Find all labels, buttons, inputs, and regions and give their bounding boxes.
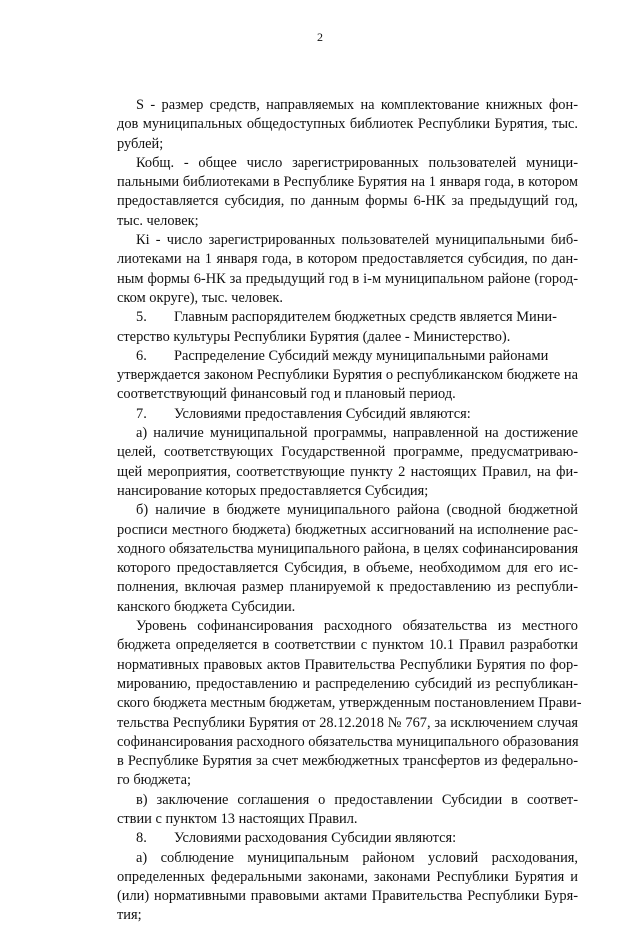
text-line: росписи местного бюджета) бюджетных ассигнований на исполнение рас- bbox=[117, 521, 578, 538]
text-line: S - размер средств, направляемых на комплектование книжных фон- bbox=[136, 97, 578, 113]
text-line: Главным распорядителем бюджетных средств является Мини- bbox=[174, 309, 557, 326]
text-line: бюджета определяется в соответствии с пунктом 10.1 Правил разработки bbox=[117, 637, 578, 654]
text-line: ходного обязательства муниципального района, в целях софинансирования bbox=[117, 540, 579, 557]
item-number: 7. bbox=[136, 405, 147, 422]
text-line: Уровень софинансирования расходного обязательства из местного bbox=[136, 618, 578, 635]
text-line: ского бюджета местным бюджетам, утвержденным постановлением Прави- bbox=[117, 695, 582, 712]
text-line: канского бюджета Субсидии. bbox=[117, 598, 296, 615]
numbered-line bbox=[117, 308, 578, 327]
text-line: Кi - число зарегистрированных пользователей муниципальными биб- bbox=[136, 232, 578, 249]
text-line: тыс. человек; bbox=[117, 212, 199, 229]
item-number: 5. bbox=[136, 309, 147, 326]
text-line: утверждается законом Республики Бурятия о республиканском бюджете на bbox=[117, 367, 578, 384]
page-number: 2 bbox=[317, 30, 323, 44]
numbered-line bbox=[117, 829, 578, 848]
text-line: которого предоставляется Субсидия, в объеме, необходимом для его ис- bbox=[117, 560, 578, 577]
text-line: целей, соответствующих Государственной программе, предусматриваю- bbox=[117, 444, 578, 461]
text-line: а) соблюдение муниципальным районом условий расходования, bbox=[136, 849, 578, 866]
text-line: а) наличие муниципальной программы, направленной на достижение bbox=[136, 425, 578, 442]
text-line: Кобщ. - общее число зарегистрированных пользователей муници- bbox=[136, 154, 578, 171]
text-line: дов муниципальных общедоступных библиотек Республики Бурятия, тыс. bbox=[117, 116, 578, 133]
text-line: Условиями предоставления Субсидий являются: bbox=[174, 405, 471, 422]
text-line: лиотеками на 1 января года, в котором предоставляется субсидия, по дан- bbox=[117, 251, 578, 268]
text-line: соответствующий финансовый год и плановый период. bbox=[117, 386, 456, 403]
text-line: стерство культуры Республики Бурятия (далее - Министерство). bbox=[117, 328, 511, 345]
text-line: предоставляется субсидия, по данным формы 6-НК за предыдущий год, bbox=[117, 193, 578, 210]
text-line: софинансирования расходного обязательства муниципального образования bbox=[117, 733, 579, 750]
text-line: ствии с пунктом 13 настоящих Правил. bbox=[117, 810, 358, 827]
text-line: полнения, включая размер планируемой к предоставлению из республи- bbox=[117, 579, 578, 596]
text-line: в Республике Бурятия за счет межбюджетных трансфертов из федерально- bbox=[117, 753, 578, 770]
text-line: щей мероприятия, соответствующие пункту 2 настоящих Правил, на фи- bbox=[117, 463, 578, 480]
text-line: (или) нормативными правовыми актами Правительства Республики Буря- bbox=[117, 888, 578, 905]
text-line: го бюджета; bbox=[117, 772, 191, 789]
text-line: мированию, предоставлению и распределению субсидий из республикан- bbox=[117, 675, 578, 692]
numbered-line bbox=[117, 347, 578, 366]
text-line: б) наличие в бюджете муниципального района (сводной бюджетной bbox=[136, 502, 578, 519]
text-line: определенных федеральными законами, законами Республики Бурятия и bbox=[117, 868, 578, 885]
item-number: 6. bbox=[136, 347, 147, 364]
text-line: пальными библиотеками в Республике Бурятия на 1 января года, в котором bbox=[117, 174, 578, 191]
text-line: Условиями расходования Субсидии являются: bbox=[174, 830, 457, 847]
text-line: нормативных правовых актов Правительства Республики Бурятия по фор- bbox=[117, 656, 578, 673]
document-body bbox=[117, 96, 582, 926]
numbered-line bbox=[117, 405, 578, 424]
text-line: тия; bbox=[117, 907, 142, 924]
text-line: тельства Республики Бурятия от 28.12.2018 № 767, за исключением случая bbox=[117, 714, 578, 731]
item-number: 8. bbox=[136, 830, 147, 847]
text-line: рублей; bbox=[117, 135, 164, 152]
text-line: ском округе), тыс. человек. bbox=[117, 289, 283, 306]
text-line: нансирование которых предоставляется Субсидия; bbox=[117, 482, 429, 499]
text-line: ным формы 6-НК за предыдущий год в i-м муниципальном районе (город- bbox=[117, 270, 578, 287]
text-line: Распределение Субсидий между муниципальными районами bbox=[174, 347, 549, 364]
text-line: в) заключение соглашения о предоставлении Субсидии в соответ- bbox=[136, 791, 578, 808]
